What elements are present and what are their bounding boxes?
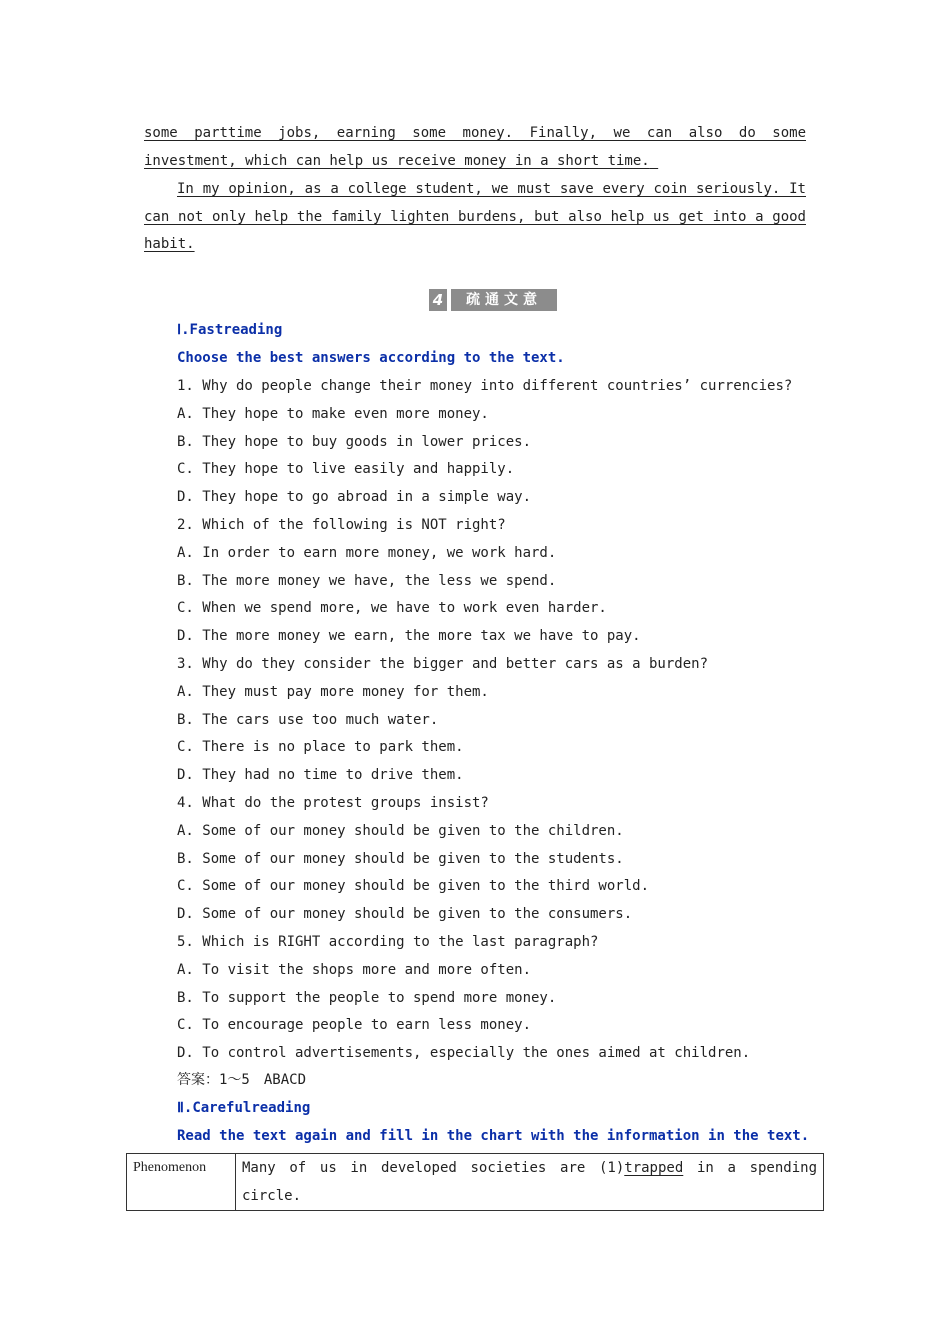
question-stem: 3. Why do they consider the bigger and better cars as a burden?	[177, 656, 709, 672]
blank-answer: trapped	[624, 1160, 684, 1176]
answer-key: 答案：1～5 ABACD	[177, 1072, 307, 1088]
essay-line-4: can not only help the family lighten burdens, but also help us get into a good	[144, 209, 806, 225]
option-a: A. They hope to make even more money.	[177, 406, 489, 422]
option-b: B. The more money we have, the less we spend.	[177, 573, 557, 589]
option-a: A. Some of our money should be given to the children.	[177, 823, 624, 839]
carefulreading-instruction: Read the text again and fill in the chart with the information in the text.	[177, 1128, 810, 1144]
section-title: 疏通文意	[451, 289, 557, 311]
option-b: B. Some of our money should be given to the students.	[177, 851, 624, 867]
option-a: A. They must pay more money for them.	[177, 684, 489, 700]
chart-header-cell: Phenomenon	[127, 1154, 236, 1211]
option-b: B. To support the people to spend more money.	[177, 990, 557, 1006]
chart-row	[127, 1154, 824, 1211]
option-c: C. They hope to live easily and happily.	[177, 461, 515, 477]
question-stem: 5. Which is RIGHT according to the last paragraph?	[177, 934, 599, 950]
fastreading-heading: Ⅰ.Fastreading	[177, 322, 283, 338]
info-chart	[126, 1153, 824, 1211]
option-c: C. To encourage people to earn less money.	[177, 1017, 532, 1033]
option-d: D. To control advertisements, especially the ones aimed at children.	[177, 1045, 751, 1061]
essay-line-5: habit.	[144, 236, 195, 252]
option-b: B. The cars use too much water.	[177, 712, 439, 728]
option-d: D. Some of our money should be given to the consumers.	[177, 906, 633, 922]
essay-line-1: some parttime jobs, earning some money. Finally, we can also do some	[144, 125, 806, 141]
section-badge	[429, 289, 557, 311]
option-c: C. There is no place to park them.	[177, 739, 464, 755]
option-a: A. In order to earn more money, we work hard.	[177, 545, 557, 561]
question-stem: 2. Which of the following is NOT right?	[177, 517, 506, 533]
option-b: B. They hope to buy goods in lower prices.	[177, 434, 532, 450]
section-number: 4	[429, 289, 447, 311]
chart-content-cell: Many of us in developed societies are (1)trapped in a spending circle.	[236, 1154, 824, 1211]
essay-line-3: In my opinion, as a college student, we must save every coin seriously. It	[177, 181, 806, 197]
option-c: C. Some of our money should be given to the third world.	[177, 878, 650, 894]
option-a: A. To visit the shops more and more often.	[177, 962, 532, 978]
essay-line-2: investment, which can help us receive money in a short time.	[144, 153, 650, 169]
option-d: D. They hope to go abroad in a simple way.	[177, 489, 532, 505]
option-d: D. The more money we earn, the more tax we have to pay.	[177, 628, 641, 644]
option-d: D. They had no time to drive them.	[177, 767, 464, 783]
carefulreading-heading: Ⅱ.Carefulreading	[177, 1100, 311, 1116]
option-c: C. When we spend more, we have to work even harder.	[177, 600, 607, 616]
question-stem: 1. Why do people change their money into different countries’ currencies?	[177, 378, 793, 394]
fastreading-instruction: Choose the best answers according to the text.	[177, 350, 565, 366]
question-stem: 4. What do the protest groups insist?	[177, 795, 489, 811]
